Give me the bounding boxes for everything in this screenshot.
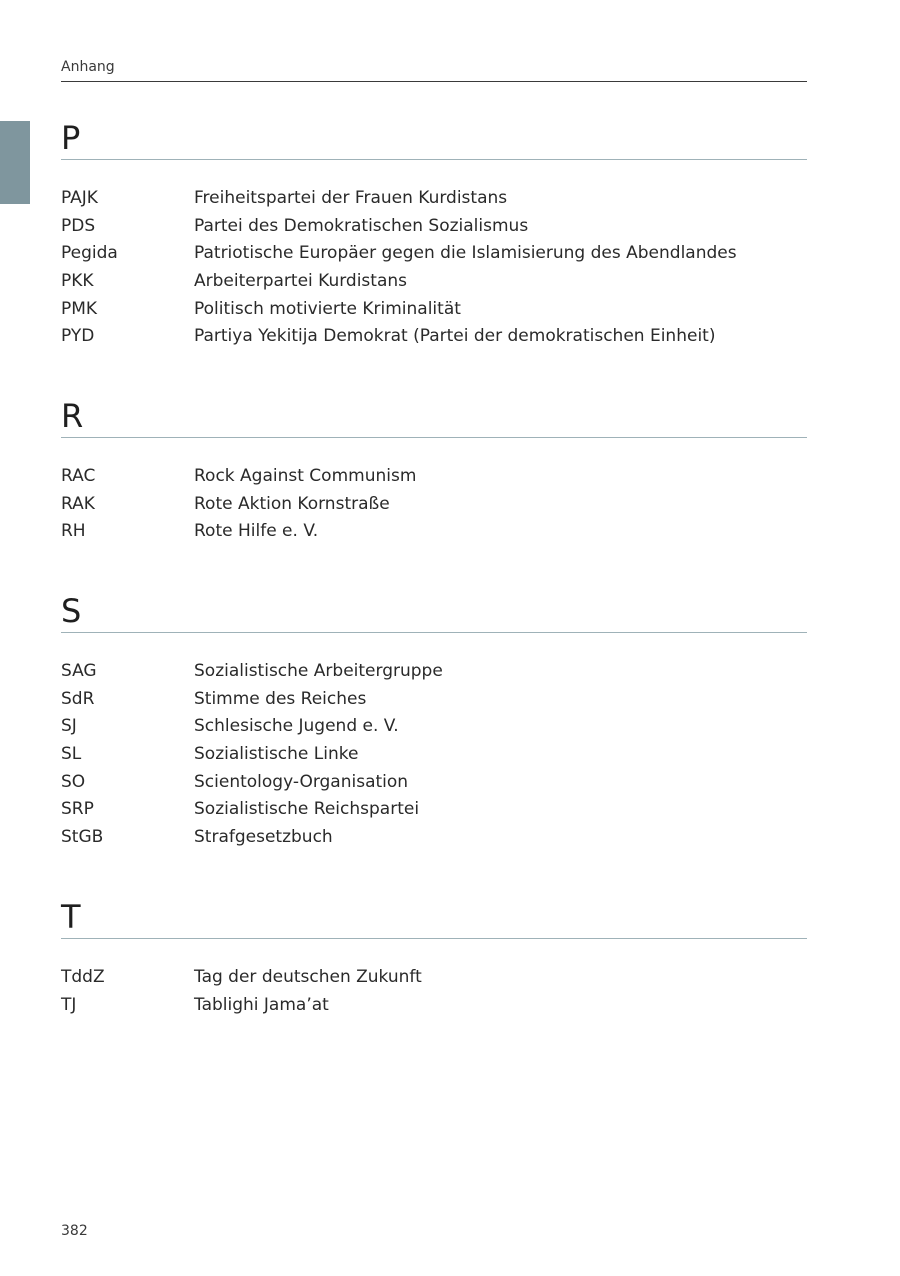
expansion: Tablighi Jama’at [194, 994, 329, 1015]
abbreviation-list [61, 964, 807, 1019]
section-s [61, 592, 807, 852]
section-rule [61, 437, 807, 438]
section-p [61, 119, 807, 351]
abbreviation: SL [61, 744, 82, 765]
abbreviation: TddZ [61, 967, 105, 987]
section-letter: P [61, 119, 81, 157]
abbreviation: SAG [61, 661, 97, 681]
abbreviation: RH [61, 521, 86, 542]
expansion: Rote Hilfe e. V. [194, 521, 319, 542]
page-number: 382 [61, 1223, 88, 1239]
section-letter: S [61, 592, 82, 630]
list-item [61, 769, 807, 797]
list-item [61, 824, 807, 852]
abbreviation: Pegida [61, 243, 118, 264]
section-letter: R [61, 397, 84, 435]
list-item [61, 268, 807, 296]
expansion: Partiya Yekitija Demokrat (Partei der demokratischen Einheit) [194, 326, 716, 347]
abbreviation-list [61, 463, 807, 546]
expansion: Sozialistische Arbeitergruppe [194, 661, 443, 681]
section-rule [61, 159, 807, 160]
list-item [61, 658, 807, 686]
abbreviation: TJ [61, 994, 77, 1015]
list-item [61, 713, 807, 741]
section-letter: T [61, 898, 81, 936]
list-item [61, 741, 807, 769]
expansion: Rote Aktion Kornstraße [194, 493, 390, 514]
list-item [61, 185, 807, 213]
expansion: Schlesische Jugend e. V. [194, 716, 399, 737]
list-item [61, 686, 807, 714]
expansion: Arbeiterpartei Kurdistans [194, 271, 408, 292]
section-r [61, 397, 807, 546]
abbreviation: RAK [61, 493, 95, 514]
list-item [61, 491, 807, 519]
expansion: Politisch motivierte Kriminalität [194, 298, 461, 319]
header-rule [61, 81, 807, 82]
abbreviation: SdR [61, 688, 95, 709]
section-t [61, 898, 807, 1019]
list-item [61, 240, 807, 268]
abbreviation: PYD [61, 326, 95, 347]
abbreviation: PKK [61, 271, 94, 292]
chapter-side-tab [0, 121, 30, 204]
section-rule [61, 938, 807, 939]
abbreviation: SO [61, 771, 86, 792]
expansion: Sozialistische Reichspartei [194, 799, 420, 820]
list-item [61, 964, 807, 992]
abbreviation: RAC [61, 466, 96, 486]
expansion: Partei des Demokratischen Sozialismus [194, 215, 529, 236]
list-item [61, 463, 807, 491]
expansion: Sozialistische Linke [194, 744, 359, 765]
list-item [61, 296, 807, 324]
expansion: Patriotische Europäer gegen die Islamisierung des Abendlandes [194, 243, 737, 264]
abbreviation: PMK [61, 298, 98, 319]
expansion: Strafgesetzbuch [194, 827, 333, 848]
expansion: Rock Against Communism [194, 466, 417, 486]
abbreviation-list [61, 658, 807, 852]
abbreviation: SJ [61, 716, 77, 737]
expansion: Scientology-Organisation [194, 771, 409, 792]
list-item [61, 796, 807, 824]
abbreviation: PAJK [61, 188, 98, 208]
running-header: Anhang [61, 59, 115, 75]
expansion: Freiheitspartei der Frauen Kurdistans [194, 188, 508, 208]
expansion: Stimme des Reiches [194, 688, 367, 709]
list-item [61, 992, 807, 1020]
list-item [61, 213, 807, 241]
list-item [61, 518, 807, 546]
abbreviation-list [61, 185, 807, 351]
abbreviation: SRP [61, 799, 94, 820]
abbreviation: PDS [61, 215, 96, 236]
list-item [61, 323, 807, 351]
expansion: Tag der deutschen Zukunft [194, 967, 422, 987]
section-rule [61, 632, 807, 633]
abbreviation: StGB [61, 827, 104, 848]
